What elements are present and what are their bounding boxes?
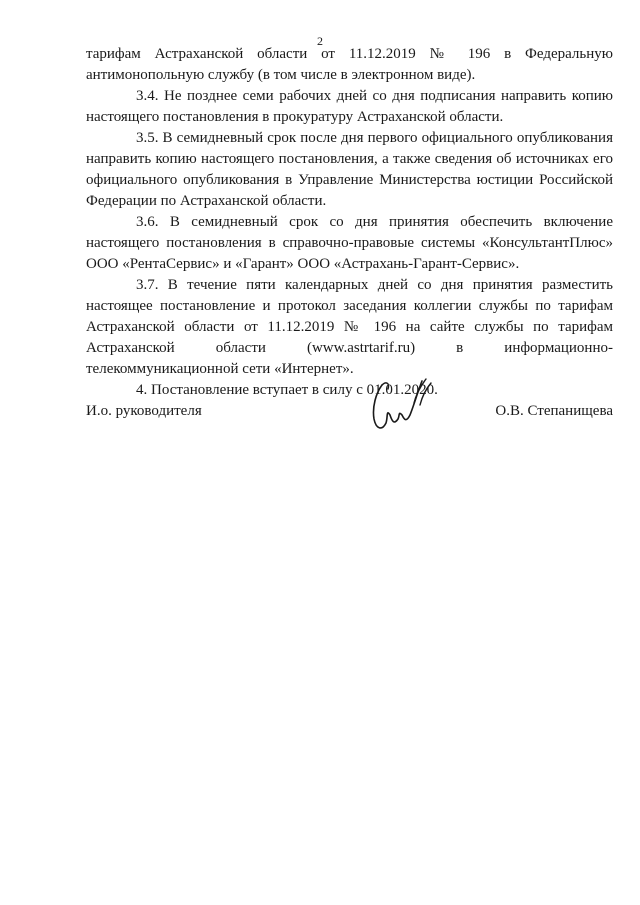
signatory-position: И.о. руководителя: [86, 403, 202, 419]
page-number: 2: [317, 34, 323, 48]
paragraph-continuation: тарифам Астраханской области от 11.12.2019 № 196 в Федеральную антимонопольную службу (в том числе в электронном виде).: [86, 46, 613, 83]
paragraph-item-3-7: 3.7. В течение пяти календарных дней со дня принятия разместить настоящее постановление и протокол заседания коллегии службы по тарифам Астраханской области от 11.12.2019 № 196 на сайте службы по тарифам Астраханской области (www.astrtarif.ru) в информационно-телекоммуникационной сети «Интернет».: [86, 277, 613, 377]
paragraph-item-4: 4. Постановление вступает в силу с 01.01.2020.: [136, 382, 438, 398]
document-body: [86, 44, 613, 401]
paragraph-item-3-6: 3.6. В семидневный срок со дня принятия обеспечить включение настоящего постановления в справочно-правовые системы «КонсультантПлюс» ООО «РентаСервис» и «Гарант» ООО «Астрахань-Гарант-Сервис».: [86, 214, 613, 272]
handwritten-signature-icon: [368, 375, 434, 437]
signature-block: [86, 375, 613, 455]
signatory-name: О.В. Степанищева: [495, 403, 613, 419]
paragraph-item-3-4: 3.4. Не позднее семи рабочих дней со дня подписания направить копию настоящего постановления в прокуратуру Астраханской области.: [86, 88, 613, 125]
paragraph-item-3-5: 3.5. В семидневный срок после дня первого официального опубликования направить копию настоящего постановления, а также сведения об источниках его официального опубликования в Управление Министерства юстиции Российской Федерации по Астраханской области.: [86, 130, 613, 209]
